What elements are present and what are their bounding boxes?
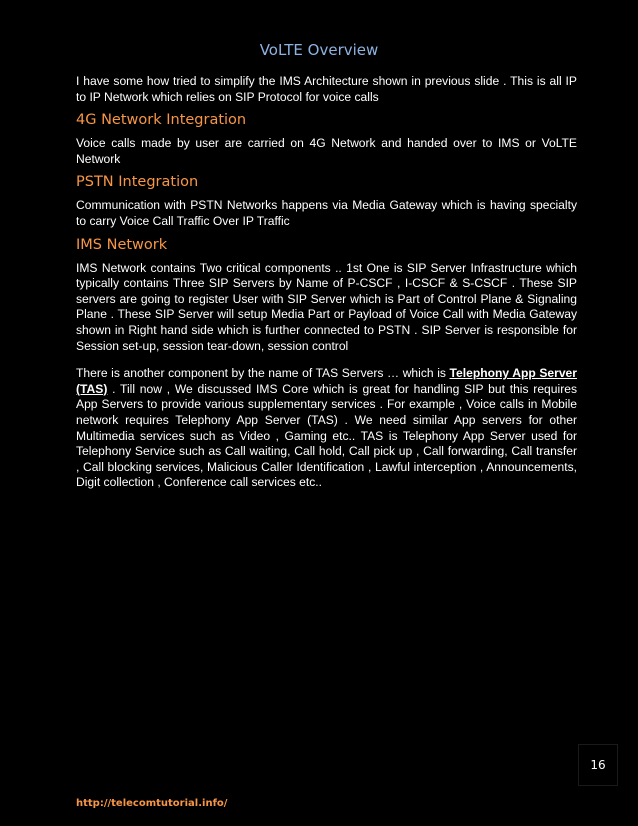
paragraph-tas-servers (76, 366, 577, 491)
document-body (76, 74, 577, 491)
heading-4g-network-integration: 4G Network Integration (76, 112, 247, 129)
footer-url-link[interactable]: http://telecomtutorial.info/ (76, 798, 228, 809)
intro-paragraph: I have some how tried to simplify the IMS Architecture shown in previous slide . This is all IP to IP Network which relies on SIP Protocol for voice calls (76, 74, 577, 104)
page-title: VoLTE Overview (259, 41, 379, 59)
paragraph-ims-network: IMS Network contains Two critical components .. 1st One is SIP Server Infrastructure which typically contains Three SIP Servers by Name of P-CSCF , I-CSCF & S-CSCF . These SIP servers are going to register User with SIP Server which is Part of Control Plane & Signaling Plane . These SIP Server will setup Media Part or Payload of Voice Call with Media Gateway shown in Right hand side which is further connected to PSTN . SIP Server is responsible for Session set-up, session tear-down, session control (76, 260, 577, 353)
paragraph-pstn-integration: Communication with PSTN Networks happens via Media Gateway which is having specialty to carry Voice Call Traffic Over IP Traffic (76, 198, 577, 228)
paragraph-4g-network-integration: Voice calls made by user are carried on 4G Network and handed over to IMS or VoLTE Network (76, 136, 577, 166)
heading-pstn-integration: PSTN Integration (76, 174, 199, 191)
page-number: 16 (578, 744, 618, 786)
tas-text-after: . Till now , We discussed IMS Core which is great for handling SIP but this requires App Servers to provide various supplementary services . For example , Voice calls in Mobile network requires Telephony App Server (TAS) . We need similar App servers for other Multimedia services such as Video , Gaming etc.. TAS is Telephony App Server used for Telephony Service such as Call waiting, Call hold, Call pick up , Call forwarding, Call transfer , Call blocking services, Malicious Caller Identification , Lawful interception , Announcements, Digit collection , Conference call services etc.. (76, 381, 577, 490)
tas-highlight: Telephony App Server (TAS) (76, 366, 577, 396)
heading-ims-network: IMS Network (76, 236, 168, 253)
tas-text-before: There is another component by the name of TAS Servers … which is (76, 366, 450, 381)
